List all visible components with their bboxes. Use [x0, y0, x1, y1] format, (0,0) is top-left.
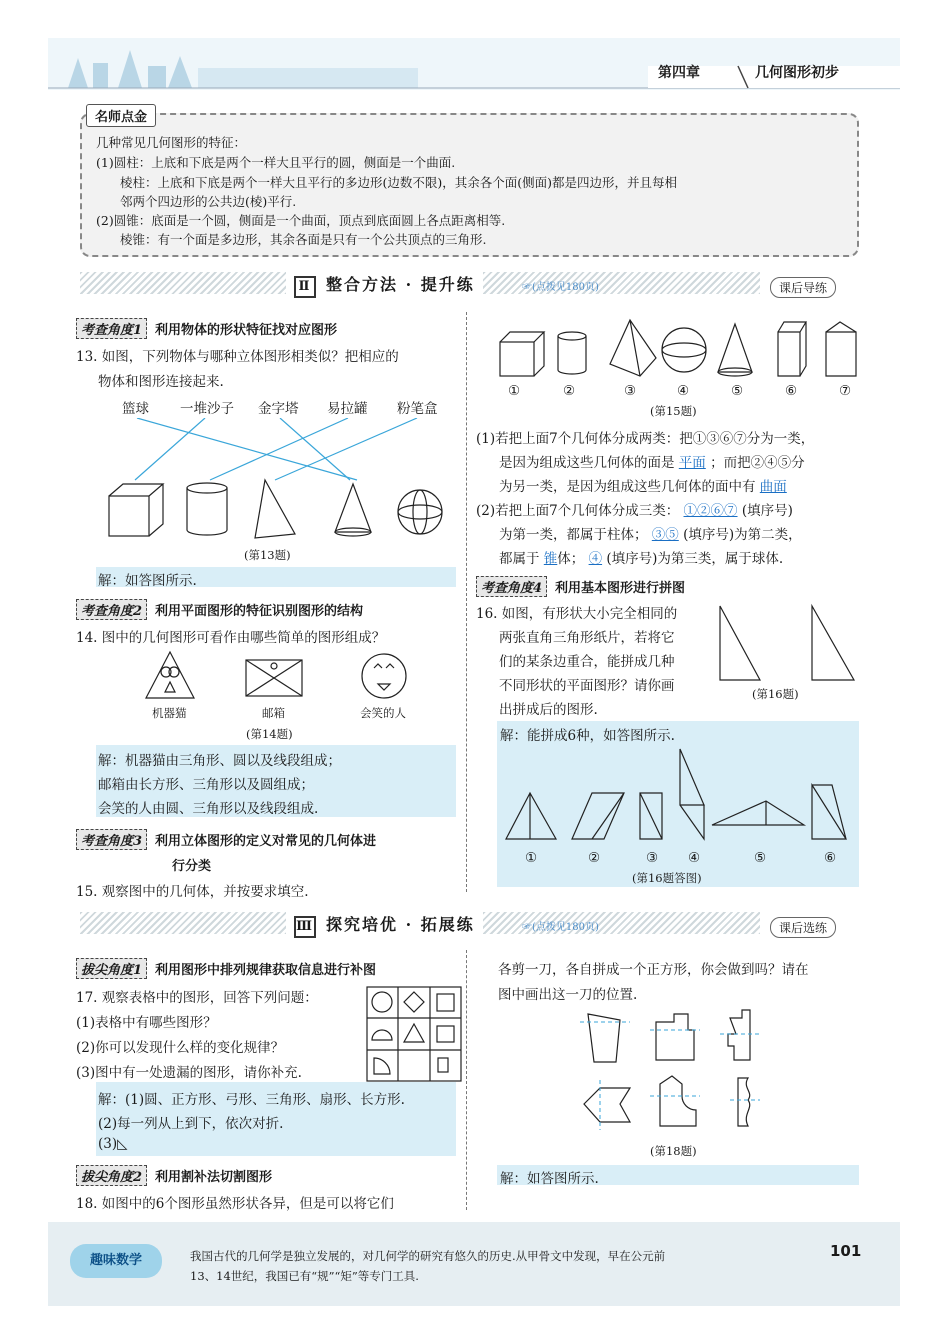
- question-17: 17. 观察表格中的图形，回答下列问题：: [76, 990, 318, 1006]
- solution-text: 会笑的人由圆、三角形以及线段组成.: [98, 801, 319, 817]
- angle-heading: 考查角度1 利用物体的形状特征找对应图形: [76, 318, 337, 339]
- column-divider: [466, 950, 467, 1210]
- figure-number: ②: [563, 383, 576, 399]
- question-17-part: (2)你可以发现什么样的变化规律？: [76, 1040, 285, 1056]
- footer-text: 13、14世纪，我国已有“规”“矩”等专门工具.: [190, 1269, 419, 1283]
- angle-heading: 考查角度3 利用立体图形的定义对常见的几何体进: [76, 829, 376, 850]
- section-number: Ⅲ: [294, 916, 316, 938]
- q15-part2-line3: 都属于 锥体； ④ (填序号)为第三类，属于球体.: [499, 551, 784, 567]
- answer: ①②⑥⑦: [683, 503, 738, 519]
- q15-part1: (1)若把上面7个几何体分成两类：把①③⑥⑦分为一类，: [476, 431, 815, 447]
- angle-heading: 拔尖角度2 利用割补法切割图形: [76, 1165, 272, 1186]
- solution-text: 邮箱由长方形、三角形以及圆组成；: [98, 777, 314, 793]
- object-label: 粉笔盒: [397, 401, 438, 417]
- section-number: Ⅱ: [294, 276, 316, 298]
- question-13-cont: 物体和图形连接起来.: [98, 374, 224, 390]
- tips-line: 几种常见几何图形的特征：: [96, 135, 247, 150]
- tips-line: 邻两个四边形的公共边(棱)平行.: [120, 194, 297, 209]
- q15-part1-line3: 为另一类，是因为组成这些几何体的面中有 曲面: [499, 479, 787, 495]
- footer-band: [48, 1222, 900, 1306]
- figure-label: 会笑的人: [360, 706, 406, 720]
- tips-line: 棱锥：有一个面是多边形，其余各面是只有一个公共顶点的三角形.: [120, 232, 487, 247]
- figure-number: ③: [624, 383, 637, 399]
- answer: ④: [588, 551, 603, 567]
- tips-tag: 名师点金: [86, 104, 156, 127]
- object-label: 一堆沙子: [180, 401, 234, 417]
- solution-text: 解：能拼成6种，如答图所示.: [500, 728, 675, 744]
- question-16: 16. 如图，有形状大小完全相同的: [476, 606, 678, 622]
- figure-number: ⑦: [839, 383, 852, 399]
- figure-number: ①: [525, 850, 538, 866]
- solution-text: (3)◺: [98, 1136, 128, 1152]
- object-label: 易拉罐: [327, 401, 368, 417]
- figure-number: ①: [508, 383, 521, 399]
- q15-part1-line2: 是因为组成这些几何体的面是 平面 ；而把②④⑤分: [499, 455, 805, 471]
- section-title: Ⅱ 整合方法 · 提升练: [286, 272, 483, 298]
- solution-text: 解：如答图所示.: [98, 573, 197, 589]
- section-hint: ☞(点拨见180页): [522, 922, 599, 933]
- figure-number: ④: [677, 383, 690, 399]
- figure-label: 机器猫: [152, 706, 187, 720]
- page-number: 101: [830, 1242, 862, 1260]
- question-13: 13. 如图，下列物体与哪种立体图形相类似？把相应的: [76, 349, 399, 365]
- chapter-label: 第四章: [658, 65, 700, 81]
- q15-figure: [490, 318, 860, 382]
- section-tag: 课后导练: [770, 277, 836, 298]
- question-17-part: (3)图中有一处遗漏的图形，请你补充.: [76, 1065, 302, 1081]
- figure-caption: (第16题): [752, 687, 799, 701]
- figure-number: ⑥: [785, 383, 798, 399]
- question-18-cont: 各剪一刀，各自拼成一个正方形，你会做到吗？请在: [498, 962, 809, 978]
- figure-caption: (第18题): [650, 1144, 697, 1158]
- q14-figure: [140, 650, 420, 705]
- q18-figure: [570, 1000, 780, 1135]
- footer-text: 我国古代的几何学是独立发展的，对几何学的研究有悠久的历史.从甲骨文中发现，早在公元前: [190, 1249, 666, 1263]
- figure-number: ④: [688, 850, 701, 866]
- figure-caption: (第15题): [650, 404, 697, 418]
- object-label: 金字塔: [258, 401, 299, 417]
- figure-number: ⑤: [754, 850, 767, 866]
- figure-number: ③: [646, 850, 659, 866]
- question-16-cont: 出拼成后的图形.: [499, 702, 598, 718]
- solution-text: (2)每一列从上到下，依次对折.: [98, 1116, 284, 1132]
- question-18-cont: 图中画出这一刀的位置.: [498, 987, 638, 1003]
- section-title: Ⅲ 探究培优 · 拓展练: [286, 912, 483, 938]
- solution-text: 解：机器猫由三角形、圆以及线段组成；: [98, 753, 341, 769]
- answer: 锥: [543, 551, 558, 567]
- angle-heading: 拔尖角度1 利用图形中排列规律获取信息进行补图: [76, 958, 376, 979]
- tips-line: (2)圆锥：底面是一个圆，侧面是一个曲面，顶点到底面圆上各点距离相等.: [96, 213, 506, 228]
- question-18: 18. 如图中的6个图形虽然形状各异，但是可以将它们: [76, 1196, 394, 1212]
- figure-caption: (第14题): [246, 727, 293, 741]
- angle-heading: 考查角度2 利用平面图形的特征识别图形的结构: [76, 599, 363, 620]
- figure-caption: (第13题): [244, 548, 291, 562]
- section-hint: ☞(点拨见180页): [522, 282, 599, 293]
- q13-figure: [95, 418, 455, 548]
- fun-math-logo: 趣味数学: [70, 1244, 162, 1278]
- figure-number: ⑥: [824, 850, 837, 866]
- question-14: 14. 图中的几何图形可看作由哪些简单的图形组成？: [76, 630, 386, 646]
- q17-grid: [366, 986, 462, 1082]
- question-16-cont: 不同形状的平面图形？请你画: [499, 678, 675, 694]
- column-divider: [466, 312, 467, 892]
- section-tag: 课后选练: [770, 917, 836, 938]
- q16-answer-figure: [500, 745, 856, 845]
- tips-line: 棱柱：上底和下底是两个一样大且平行的多边形(边数不限)，其余各个面(侧面)都是四边形，并且每相: [120, 175, 678, 190]
- solution-text: 解：如答图所示.: [500, 1171, 599, 1187]
- angle-heading: 考查角度4 利用基本图形进行拼图: [476, 576, 685, 597]
- question-16-cont: 两张直角三角形纸片，若将它: [499, 630, 675, 646]
- solution-text: 解：(1)圆、正方形、弓形、三角形、扇形、长方形.: [98, 1092, 405, 1108]
- tips-line: (1)圆柱：上底和下底是两个一样大且平行的圆，侧面是一个曲面.: [96, 155, 456, 170]
- q16-figure: [712, 602, 862, 684]
- question-15: 15. 观察图中的几何体，并按要求填空.: [76, 884, 309, 900]
- answer: ③⑤: [651, 527, 679, 543]
- q15-part2-line2: 为第一类，都属于柱体； ③⑤ (填序号)为第二类，: [499, 527, 802, 543]
- question-16-cont: 们的某条边重合，能拼成几种: [499, 654, 675, 670]
- figure-number: ②: [588, 850, 601, 866]
- figure-caption: (第16题答图): [632, 871, 702, 885]
- chapter-title: 几何图形初步: [755, 65, 839, 81]
- figure-label: 邮箱: [262, 706, 285, 720]
- answer: 曲面: [759, 479, 787, 495]
- figure-number: ⑤: [731, 383, 744, 399]
- q15-part2: (2)若把上面7个几何体分成三类： ①②⑥⑦ (填序号): [476, 503, 793, 519]
- object-label: 篮球: [122, 401, 149, 417]
- answer: 平面: [678, 455, 706, 471]
- angle-heading-cont: 行分类: [172, 859, 212, 874]
- question-17-part: (1)表格中有哪些图形？: [76, 1015, 217, 1031]
